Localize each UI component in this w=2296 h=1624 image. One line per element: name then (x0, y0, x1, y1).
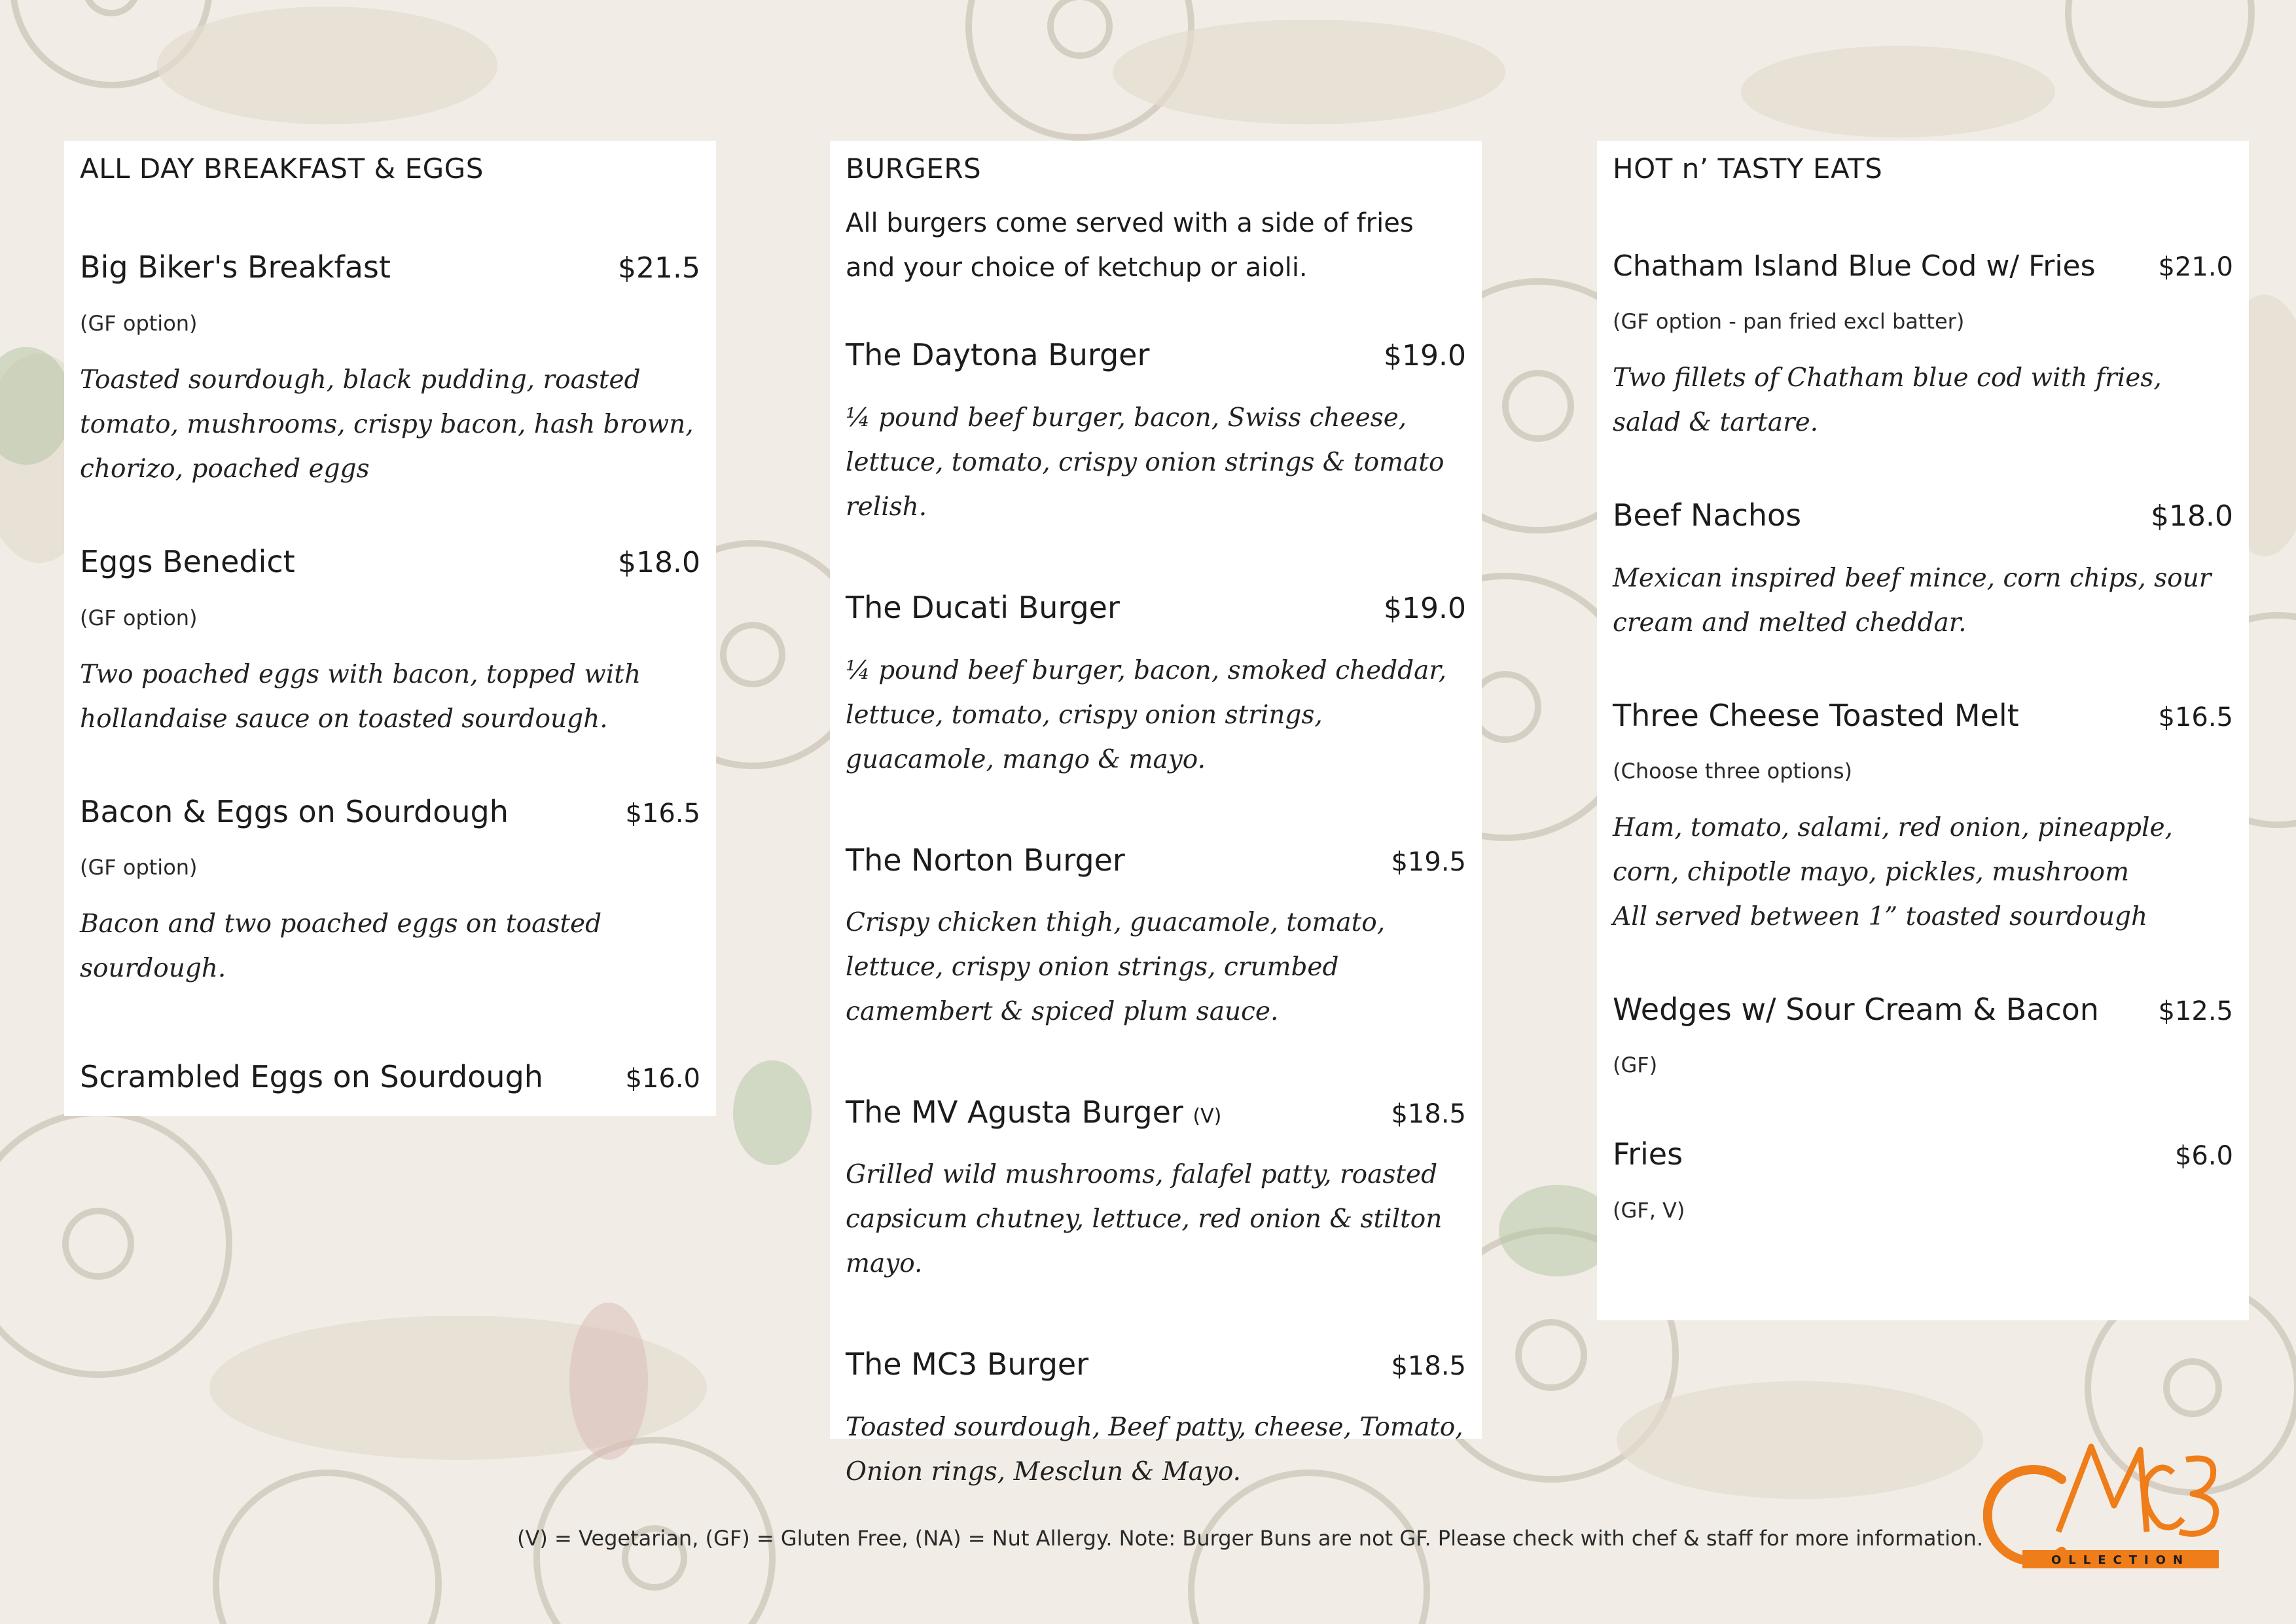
menu-item-fries (1613, 1136, 2233, 1222)
item-description: Two poached eggs with bacon, topped with hollandaise sauce on toasted sourdough. (80, 659, 641, 734)
item-price: $12.5 (2158, 996, 2233, 1027)
menu-item-three-cheese-melt (1613, 698, 2233, 939)
item-price: $18.5 (1391, 1351, 1466, 1382)
breakfast-section (64, 141, 716, 1116)
menu-item-mc3-burger (846, 1346, 1466, 1494)
item-price: $19.5 (1391, 846, 1466, 877)
vegetarian-tag: (V) (1193, 1105, 1222, 1128)
dietary-legend-note: (V) = Vegetarian, (GF) = Gluten Free, (NA) = Nut Allergy. Note: Burger Buns are not GF. Please check with chef & staff for more information. (517, 1526, 1983, 1551)
item-name: Eggs Benedict (80, 544, 295, 580)
item-price: $18.0 (618, 546, 700, 580)
item-name: Bacon & Eggs on Sourdough (80, 793, 509, 829)
item-note: (GF option) (80, 605, 198, 630)
item-description: ¼ pound beef burger, bacon, Swiss cheese, lettuce, tomato, crispy onion strings & tomato relish. (846, 403, 1444, 522)
item-name: Scrambled Eggs on Sourdough (80, 1059, 543, 1095)
section-title-hot-eats: HOT n’ TASTY EATS (1613, 153, 1883, 185)
item-name: The Norton Burger (846, 842, 1125, 878)
menu-item-big-bikers-breakfast (80, 249, 700, 492)
item-description: Ham, tomato, salami, red onion, pineapple, corn, chipotle mayo, pickles, mushroom (1613, 813, 2173, 888)
item-description: Grilled wild mushrooms, falafel patty, roasted capsicum chutney, lettuce, red onion & stilton mayo. (846, 1160, 1443, 1279)
menu-item-scrambled-eggs (80, 1059, 700, 1095)
logo-small-text: OLLECTION (2051, 1553, 2191, 1567)
item-name: Wedges w/ Sour Cream & Bacon (1613, 992, 2099, 1028)
item-name (846, 1094, 1221, 1130)
item-price: $16.0 (625, 1064, 700, 1094)
item-price: $6.0 (2174, 1141, 2233, 1172)
item-note: (GF option - pan fried excl batter) (1613, 309, 1965, 334)
item-description: ¼ pound beef burger, bacon, smoked cheddar, lettuce, tomato, crispy onion strings, guacamole, mango & mayo. (846, 655, 1447, 774)
item-name: The MC3 Burger (846, 1346, 1089, 1382)
item-price: $21.0 (2158, 252, 2233, 283)
mc3-collection-logo (1983, 1434, 2245, 1574)
item-name: Beef Nachos (1613, 497, 1802, 533)
item-name-text: The MV Agusta Burger (846, 1094, 1183, 1130)
item-note: (GF option) (80, 855, 198, 880)
item-name: Big Biker's Breakfast (80, 249, 391, 285)
item-note: (GF, V) (1613, 1197, 1685, 1223)
burgers-section (830, 141, 1482, 1487)
menu-item-beef-nachos (1613, 497, 2233, 645)
section-title-breakfast: ALL DAY BREAKFAST & EGGS (80, 153, 484, 185)
section-title-burgers: BURGERS (846, 153, 982, 185)
menu-item-bacon-eggs (80, 794, 700, 991)
item-description: Crispy chicken thigh, guacamole, tomato, lettuce, crispy onion strings, crumbed camembert & spiced plum sauce. (846, 908, 1386, 1027)
menu-item-eggs-benedict (80, 544, 700, 742)
menu-item-blue-cod (1613, 249, 2233, 445)
menu-item-daytona-burger (846, 337, 1466, 530)
item-price: $19.0 (1384, 339, 1466, 373)
item-price: $16.5 (625, 798, 700, 829)
item-price: $21.5 (618, 251, 700, 285)
item-name: Three Cheese Toasted Melt (1613, 697, 2019, 733)
hot-eats-section (1597, 141, 2249, 1320)
item-price: $19.0 (1384, 592, 1466, 626)
item-description-extra: All served between 1” toasted sourdough (1613, 902, 2148, 932)
item-note: (GF option) (80, 311, 198, 336)
item-description: Two fillets of Chatham blue cod with fries, salad & tartare. (1613, 363, 2162, 438)
item-name: The Daytona Burger (846, 337, 1150, 373)
item-description: Bacon and two poached eggs on toasted sourdough. (80, 909, 602, 984)
burgers-intro: All burgers come served with a side of fries and your choice of ketchup or aioli. (846, 208, 1414, 283)
item-price: $18.0 (2151, 499, 2233, 533)
item-name: Fries (1613, 1136, 1683, 1172)
item-price: $18.5 (1391, 1099, 1466, 1130)
menu-item-ducati-burger (846, 590, 1466, 782)
menu-item-wedges (1613, 992, 2233, 1077)
item-name: The Ducati Burger (846, 590, 1120, 626)
menu-item-norton-burger (846, 842, 1466, 1034)
item-description: Toasted sourdough, black pudding, roasted tomato, mushrooms, crispy bacon, hash brown, chorizo, poached eggs (80, 365, 694, 484)
item-description: Toasted sourdough, Beef patty, cheese, Tomato, Onion rings, Mesclun & Mayo. (846, 1412, 1463, 1487)
menu-item-mv-agusta-burger (846, 1094, 1466, 1286)
item-description: Mexican inspired beef mince, corn chips, sour cream and melted cheddar. (1613, 563, 2212, 638)
item-price: $16.5 (2158, 702, 2233, 732)
item-note: (GF) (1613, 1053, 1658, 1078)
item-name: Chatham Island Blue Cod w/ Fries (1613, 249, 2096, 283)
item-note: (Choose three options) (1613, 759, 1852, 784)
